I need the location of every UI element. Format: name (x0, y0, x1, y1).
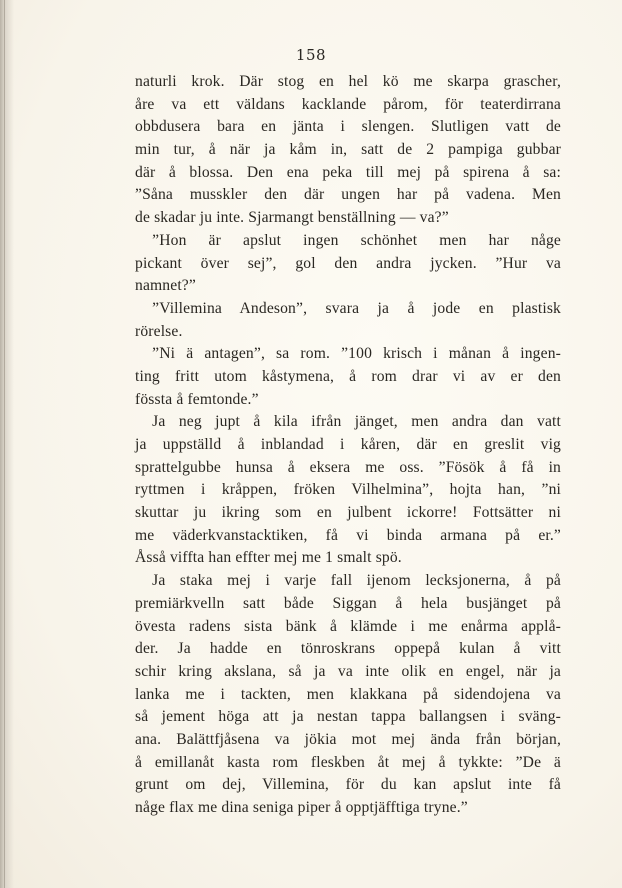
text-line: ana. Balättfjåsena va jökia mot mej ända från början, (135, 730, 561, 748)
text-line: fössta å femtonde.” (135, 390, 259, 408)
text-line: någe flax me dina seniga piper å opptjäfftiga tryne.” (135, 799, 468, 816)
text-line: åre va ett väldans kacklande pårom, för teaterdirrana (135, 95, 561, 113)
text-line: där å blossa. Den ena peka till mej på spirena å sa: (135, 163, 561, 181)
text-line: ”Såna musskler den där ungen har på vadena. Men (135, 186, 561, 204)
text-line: ja uppställd å inblandad i kåren, där en greslit vig (135, 436, 561, 453)
text-line: så jement höga att ja nestan tappa ballangsen i sväng- (135, 708, 561, 726)
text-line: obbdusera bara en jänta i slengen. Slutligen vatt de (135, 118, 561, 136)
text-line: namnet?” (135, 277, 196, 295)
text-line: rörelse. (135, 322, 183, 340)
text-line: lanka me i tackten, men klakkana på sidendojena va (135, 685, 561, 703)
text-line: ”Villemina Andeson”, svara ja å jode en plastisk (152, 299, 561, 317)
text-line: ”Ni ä antagen”, sa rom. ”100 krisch i månan å ingen- (152, 345, 561, 363)
text-line: schir kring akslana, så ja va inte olik en engel, när ja (135, 662, 561, 680)
text-line: naturli krok. Där stog en hel kö me skarpa grascher, (135, 73, 561, 90)
text-line: Ja neg jupt å kila ifrån jänget, men andra dan vatt (152, 413, 561, 431)
text-line: sprattelgubbe hunsa å eksera me oss. ”Fösök å få in (135, 458, 561, 476)
text-line: Åsså viffta han effter mej me 1 smalt spö. (135, 549, 402, 567)
text-line: ting fritt utom kåstymena, å rom drar vi av er den (135, 367, 561, 385)
text-line: övesta radens sista bänk å klämde i me enårma applå- (135, 617, 561, 635)
text-line: ”Hon är apslut ingen schönhet men har någe (152, 231, 561, 249)
text-line: grunt om dej, Villemina, för du kan apslut inte få (135, 776, 561, 794)
text-line: de skadar ju inte. Sjarmangt benställning — va?” (135, 209, 449, 227)
text-line: der. Ja hadde en tönroskrans oppepå kulan å vitt (135, 640, 561, 658)
text-line: ryttmen i kråppen, fröken Vilhelmina”, hojta han, ”ni (135, 481, 561, 499)
page-edge (4, 0, 5, 888)
body-text (135, 71, 561, 820)
text-line: Ja staka mej i varje fall ijenom lecksjonerna, å på (152, 572, 561, 590)
text-line: pickant över sej”, gol den andra jycken. ”Hur va (135, 254, 561, 272)
text-line: skuttar ju ikring som en julbent ickorre! Fottsätter ni (135, 504, 561, 522)
text-line: me väderkvanstacktiken, få vi binda armana på er.” (135, 526, 561, 544)
text-line: min tur, å när ja kåm in, satt de 2 pampiga gubbar (135, 141, 561, 159)
spine-shadow (0, 0, 14, 888)
text-line: premiärkvelln satt både Siggan å hela busjänget på (135, 594, 561, 612)
page-number: 158 (295, 46, 327, 64)
text-line: å emillanåt kasta rom fleskben åt mej å tykkte: ”De ä (135, 753, 561, 771)
